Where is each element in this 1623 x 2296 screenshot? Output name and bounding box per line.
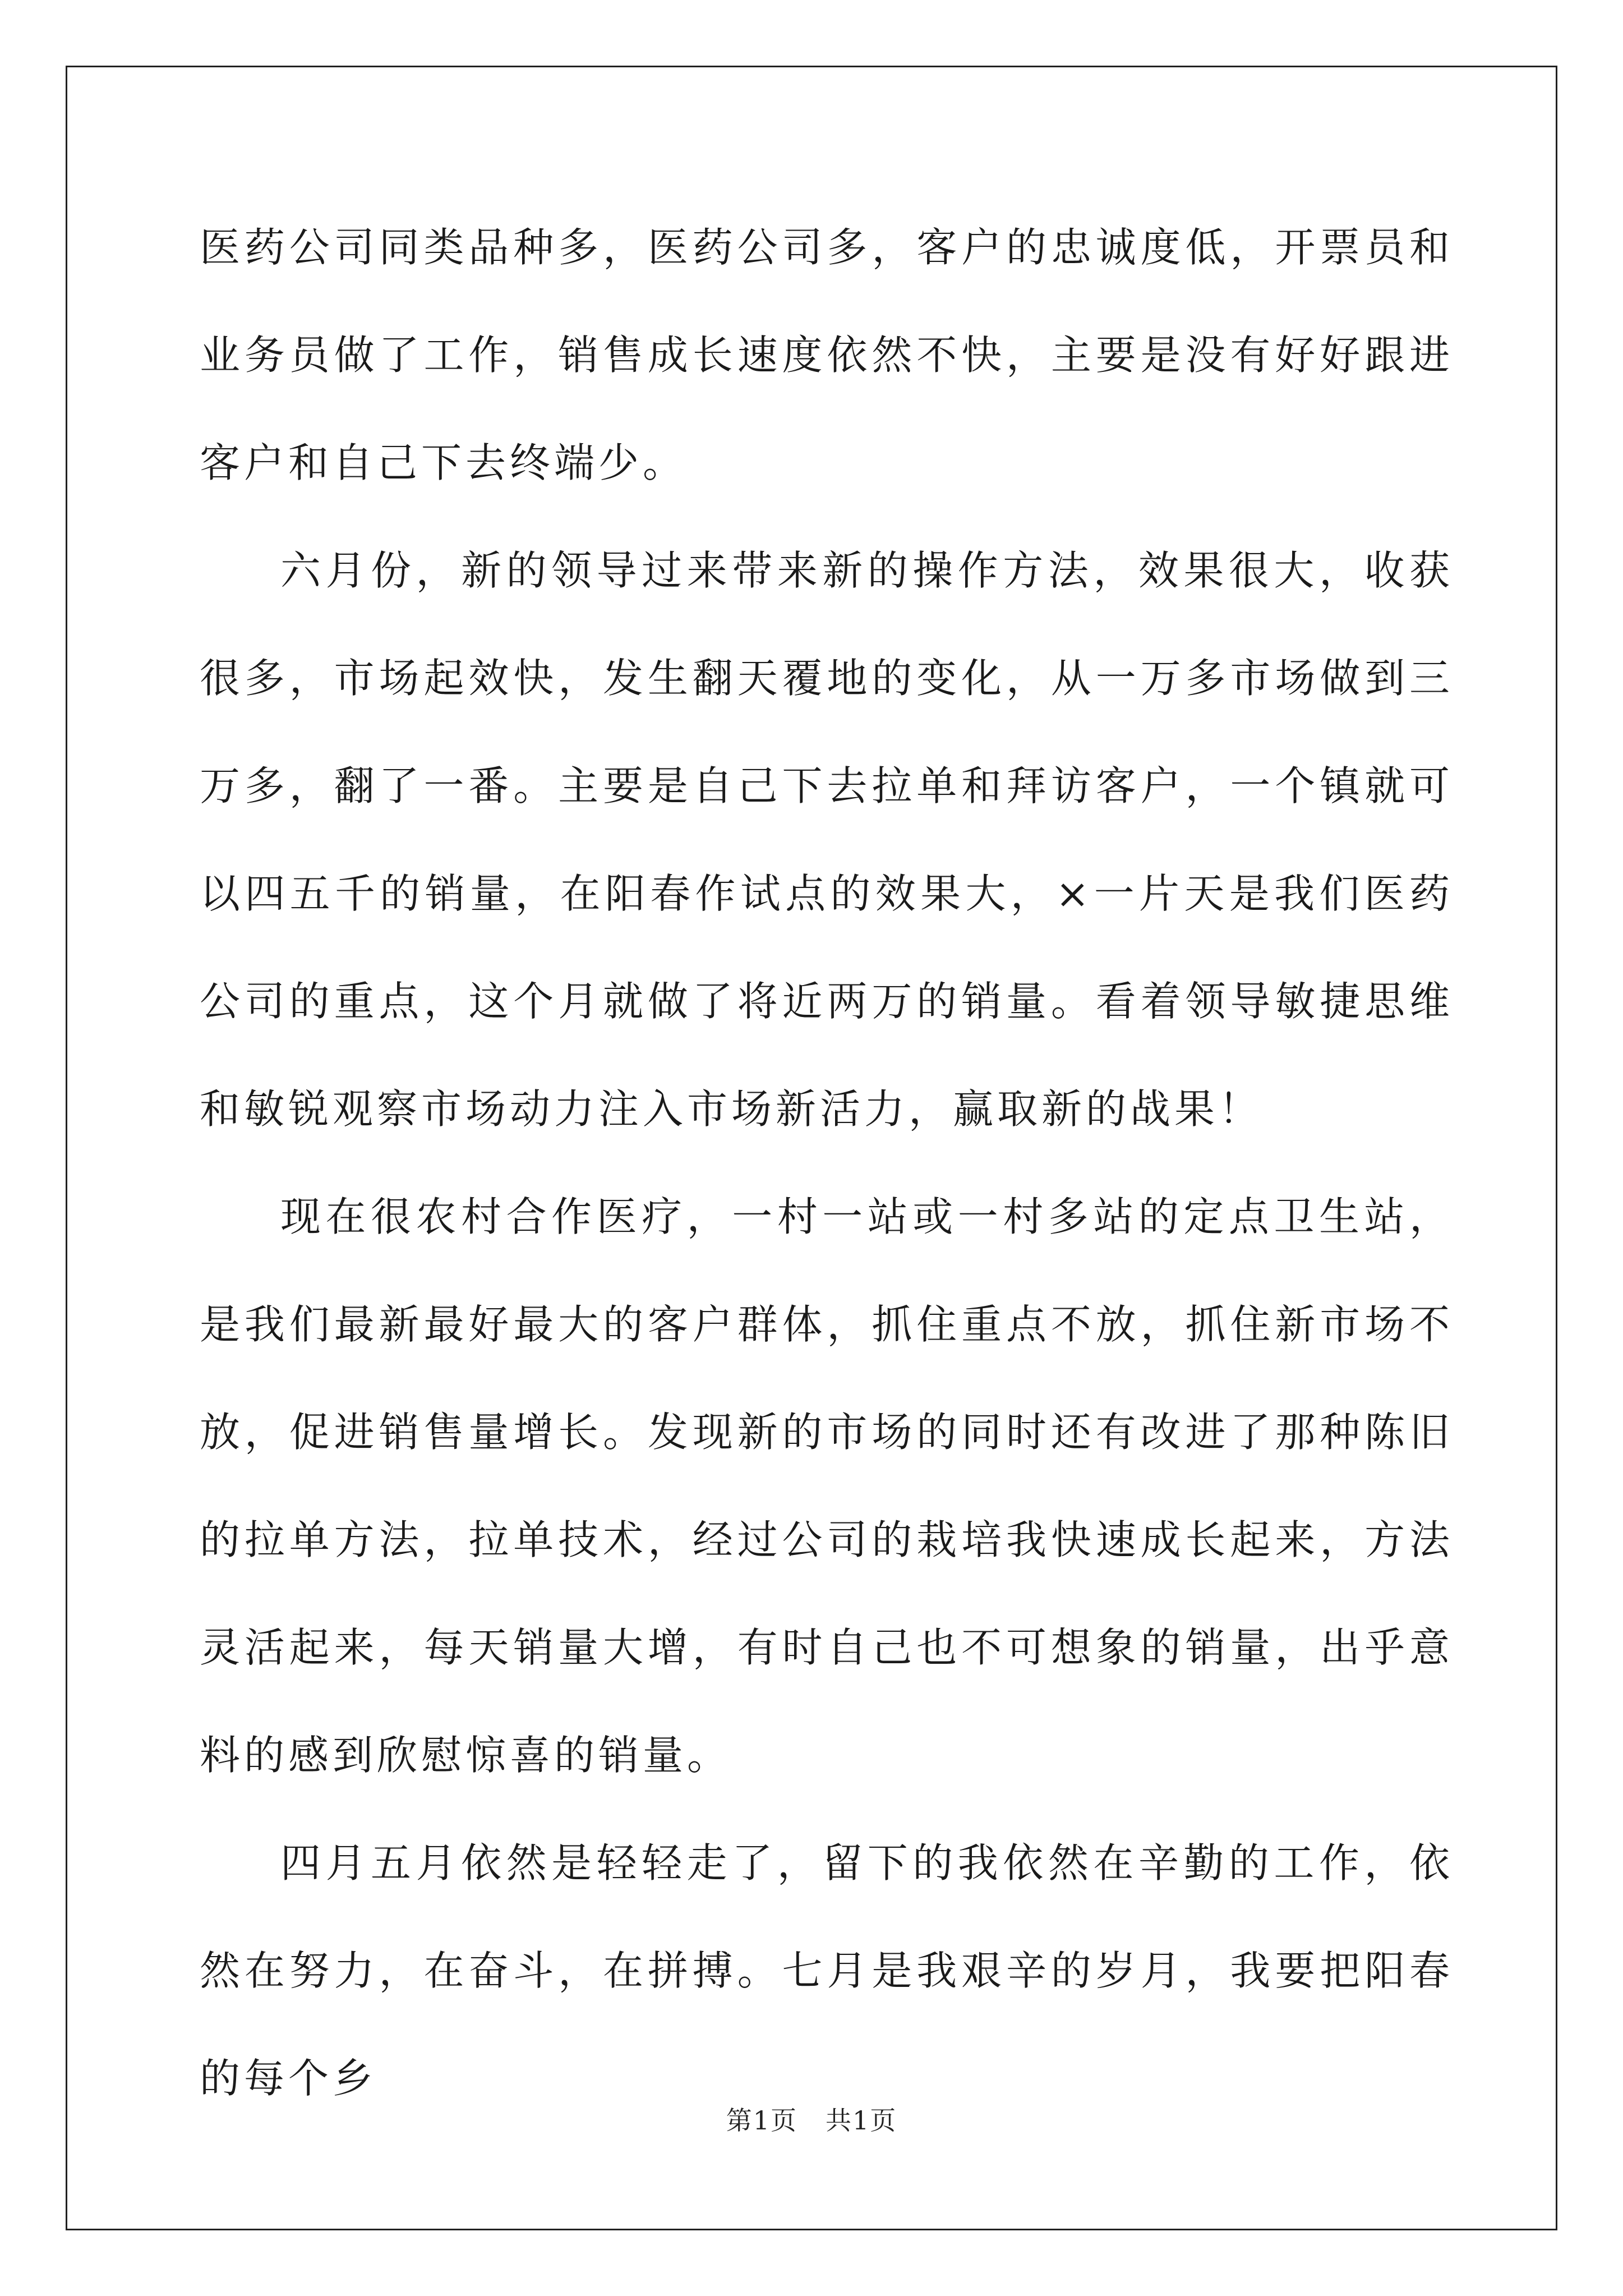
paragraph-2: 六月份，新的领导过来带来新的操作方法，效果很大，收获很多，市场起效快，发生翻天覆地的变化，从一万多市场做到三万多，翻了一番。主要是自己下去拉单和拜访客户，一个镇就可以四五千的销量，在阳春作试点的效果大，×一片天是我们医药公司的重点，这个月就做了将近两万的销量。看着领导敏捷思维和敏锐观察市场动力注入市场新活力，赢取新的战果！ (200, 547, 1454, 1133)
paragraph-1: 医药公司同类品种多，医药公司多，客户的忠诚度低，开票员和业务员做了工作，销售成长速度依然不快，主要是没有好好跟进客户和自己下去终端少。 (200, 224, 1454, 486)
page-total: 共1页 (825, 2105, 897, 2136)
document-body (200, 194, 1454, 2132)
page-number: 第1页 (726, 2105, 798, 2136)
paragraph-3: 现在很农村合作医疗，一村一站或一村多站的定点卫生站，是我们最新最好最大的客户群体，抓住重点不放，抓住新市场不放，促进销售量增长。发现新的市场的同时还有改进了那种陈旧的拉单方法，拉单技术，经过公司的栽培我快速成长起来，方法灵活起来，每天销量大增，有时自己也不可想象的销量，出乎意料的感到欣慰惊喜的销量。 (200, 1193, 1454, 1779)
page-footer (0, 2104, 1623, 2137)
paragraph-4: 四月五月依然是轻轻走了，留下的我依然在辛勤的工作，依然在努力，在奋斗，在拼搏。七月是我艰辛的岁月，我要把阳春的每个乡 (200, 1839, 1454, 2102)
footer-separator (797, 2105, 826, 2136)
